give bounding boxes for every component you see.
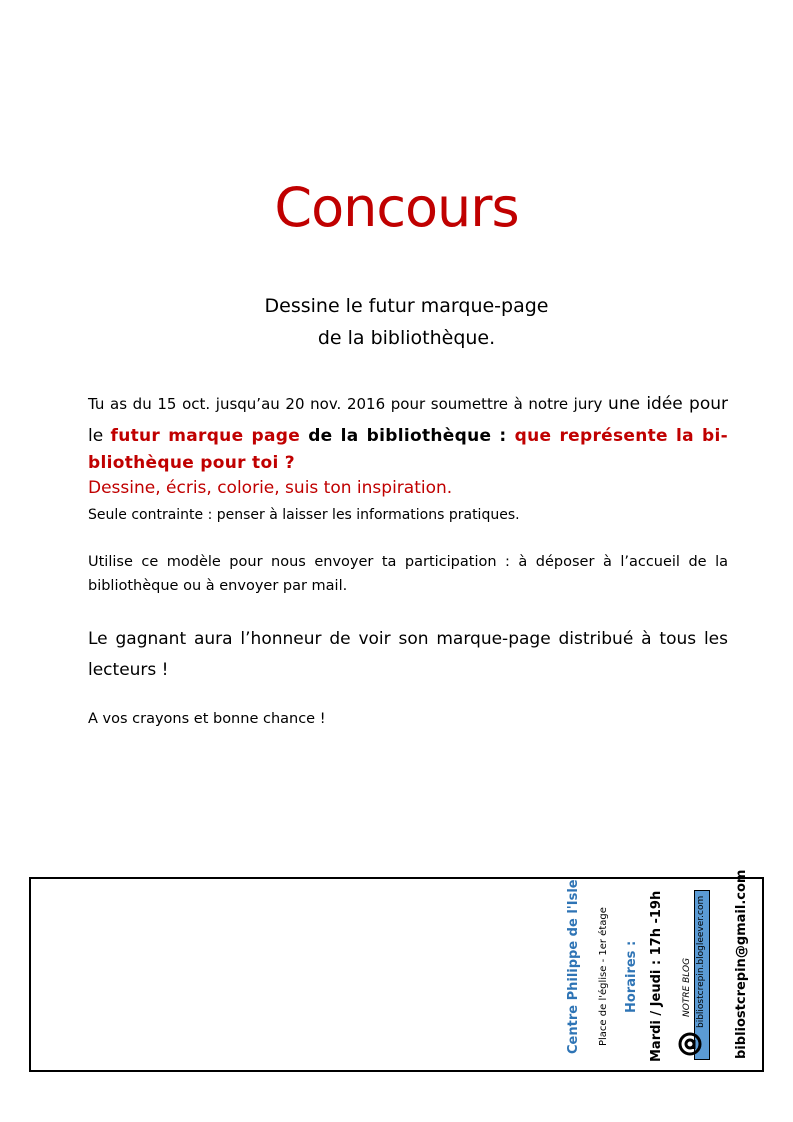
subtitle [0,290,793,354]
center-address: Place de l'église - 1er étage [598,907,609,1047]
blog-url: bibliostcrepin.blogleever.com [696,895,706,1029]
opening-hours: Mardi / Jeudi : 17h -19h [649,890,664,1062]
intro-text-2: une idée pour [608,394,728,414]
instructions-paragraph: Utilise ce modèle pour nous envoyer ta participation : à déposer à l’accueil de la bibliothèque ou à envoyer par mail. [88,554,728,594]
inspiration-line: Dessine, écris, colorie, suis ton inspiration. [88,478,453,498]
page-title: Concours [274,176,519,239]
closing-line: A vos crayons et bonne chance ! [88,711,326,727]
constraint-line: Seule contrainte : penser à laisser les informations pratiques. [88,507,520,523]
intro-text-1: Tu as du 15 oct. jusqu’au 20 nov. 2016 pour soumettre à notre jury [88,395,609,413]
subtitle-line-2: de la bibliothèque. [317,327,496,349]
intro-highlight-bookmark: futur marque page [110,426,301,446]
at-icon [676,1030,704,1058]
subtitle-line-1: Dessine le futur marque-page [264,295,549,317]
intro-highlight-library: de la bibliothèque : [300,426,515,446]
contact-email: bibliostcrepin@gmail.com [734,869,749,1059]
intro-question-2: bliothèque pour toi ? [88,453,295,473]
prize-paragraph: Le gagnant aura l’honneur de voir son marque-page distribué à tous les lecteurs ! [88,629,728,680]
intro-text-3: le [88,426,111,446]
intro-question-line [88,452,728,474]
intro-paragraph [88,388,728,452]
hours-label: Horaires : [624,940,639,1014]
center-name: Centre Philippe de l'Isle [566,879,581,1054]
intro-question-1: que représente la bi- [514,426,728,446]
blog-label: NOTRE BLOG [682,957,692,1017]
